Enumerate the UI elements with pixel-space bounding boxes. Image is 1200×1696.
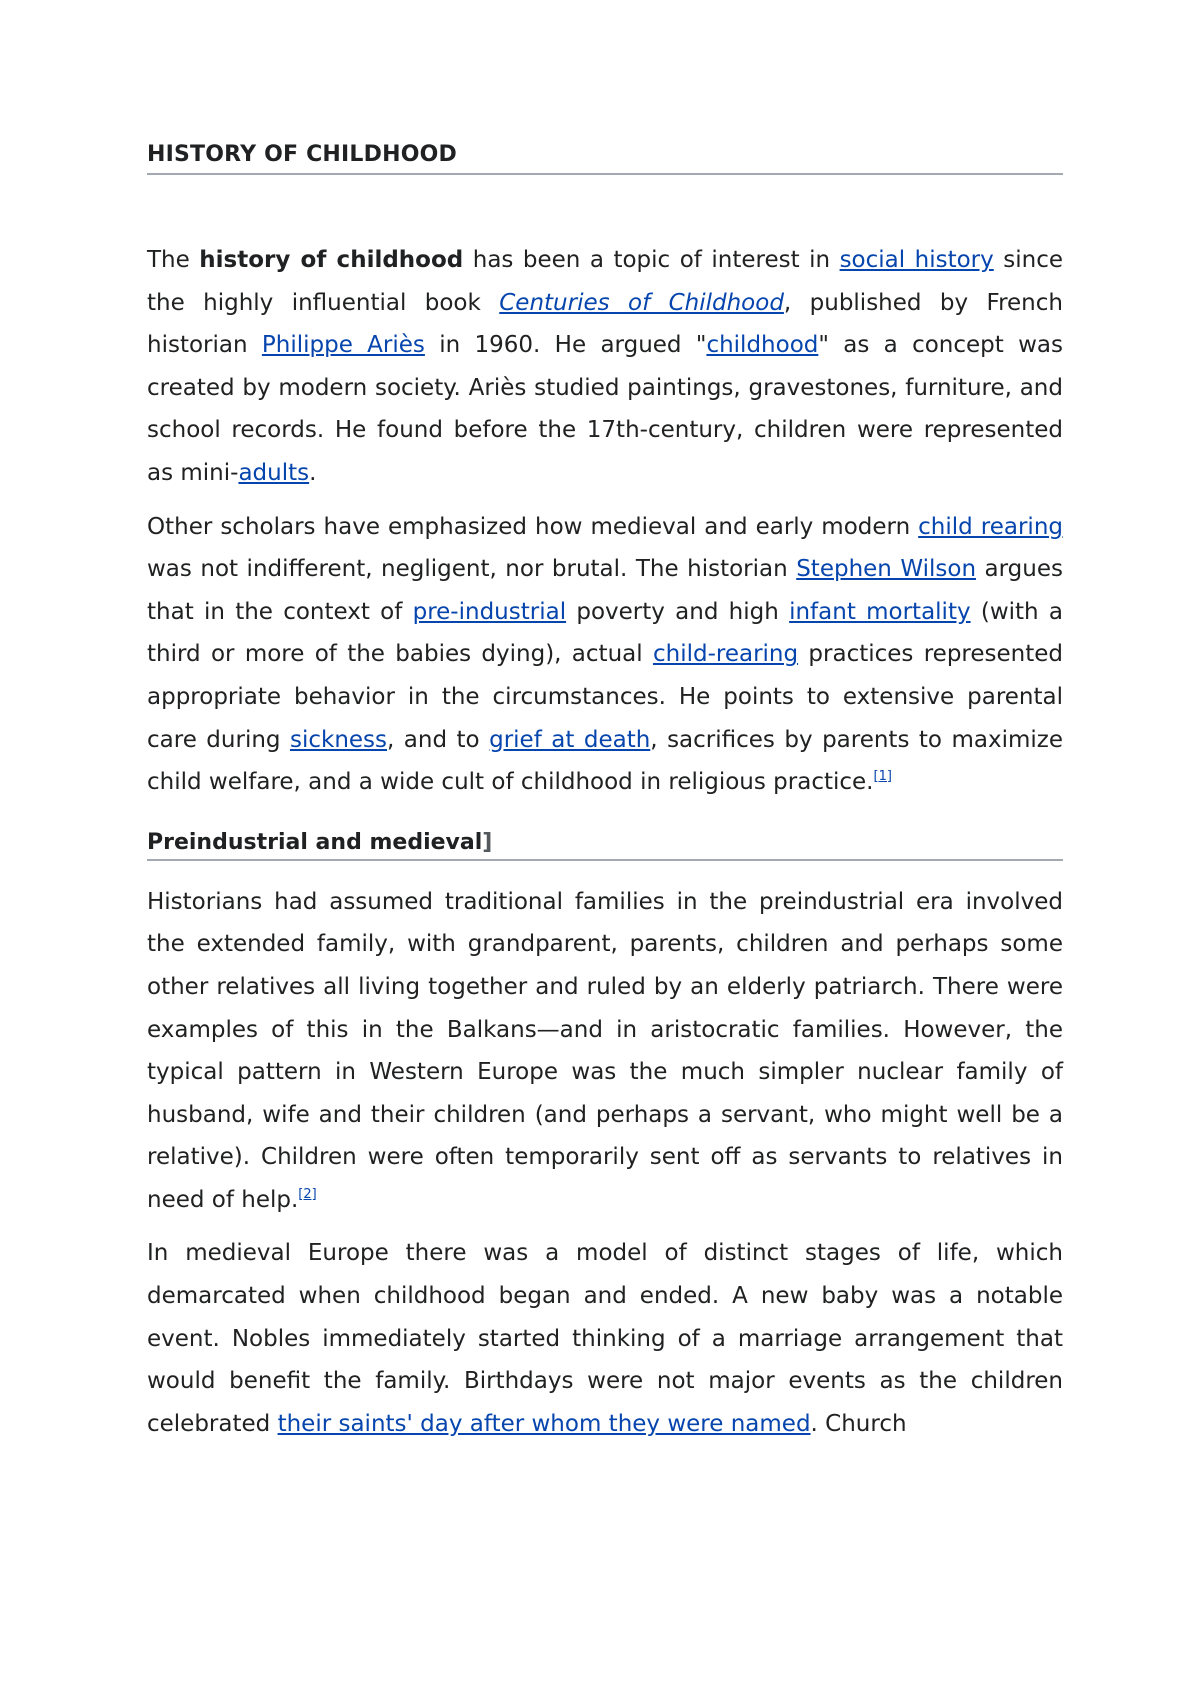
link-childhood[interactable]: childhood [706, 332, 819, 359]
link-adults[interactable]: adults [238, 459, 310, 486]
link-stephen-wilson[interactable]: Stephen Wilson [796, 556, 977, 583]
text: Historians had assumed traditional families in the preindustrial era involved the extended family, with grandparent, parents, children and perhaps some other relatives all living together and ruled by an elderly patriarch. There were examples of this in the Balkans—and in aristocratic families. However, the typical pattern in Western Europe was the much simpler nuclear family of husband, wife and their children (and perhaps a servant, who might well be a relative). Children were often temporarily sent off as servants to relatives in need of help. [147, 888, 1063, 1213]
text: In medieval Europe there was a model of distinct stages of life, which demarcated when childhood began and ended. A new baby was a notable event. Nobles immediately started thinking of a marriage arrangement that would benefit the family. Birthdays were not major events as the children celebrated [147, 1240, 1063, 1437]
citation-2[interactable]: [2] [298, 1186, 317, 1202]
page-title: HISTORY OF CHILDHOOD [147, 142, 1063, 175]
paragraph-intro [147, 239, 1063, 495]
text: (with a third or more of the babies dying), actual [147, 598, 1063, 668]
text: practices represented appropriate behavior in the circumstances. He points to extensive parental care during [147, 641, 1064, 753]
text: " as a concept was created by modern society. Ariès studied paintings, gravestones, furniture, and school records. He found before the 17th-century, children were represented as mini- [147, 332, 1064, 486]
text: Other scholars have emphasized how medieval and early modern [147, 513, 919, 540]
text: has been a topic of interest in [463, 247, 840, 273]
link-philippe-aries[interactable]: Philippe Ariès [261, 332, 425, 359]
text: , sacrifices by parents to maximize child welfare, and a wide cult of childhood in religious practice. [147, 726, 1063, 796]
text: was not indifferent, negligent, nor brutal. The historian [147, 556, 797, 583]
text: in 1960. He argued " [424, 332, 707, 359]
link-infant-mortality[interactable]: infant mortality [789, 598, 971, 625]
link-social-history[interactable]: social history [839, 247, 994, 273]
text: The [147, 247, 200, 273]
text: argues that in the context of [147, 556, 1063, 625]
document-page [147, 142, 1063, 1445]
section-heading-text: Preindustrial and medieval [147, 829, 483, 855]
citation-1[interactable]: [1] [873, 769, 892, 785]
link-grief-at-death[interactable]: grief at death [489, 726, 651, 753]
section-heading-preindustrial [147, 830, 1063, 861]
text: . Church [810, 1410, 907, 1437]
text: , published by French historian [147, 289, 1063, 359]
paragraph-historians [147, 881, 1063, 1222]
link-saints-day[interactable]: their saints' day after whom they were named [277, 1410, 811, 1437]
link-child-rearing-2[interactable]: child-rearing [652, 641, 799, 668]
bold-term: history of childhood [199, 247, 464, 273]
link-pre-industrial[interactable]: pre-industrial [412, 598, 567, 625]
link-sickness[interactable]: sickness [289, 726, 388, 753]
link-centuries-of-childhood[interactable]: Centuries of Childhood [499, 289, 784, 316]
link-child-rearing[interactable]: child rearing [918, 513, 1063, 540]
paragraph-scholars [147, 506, 1063, 804]
text: , and to [387, 726, 490, 753]
section-bracket: ] [482, 829, 493, 855]
text: since the highly influential book [147, 247, 1063, 316]
text: poverty and high [566, 598, 790, 625]
text: . [309, 459, 317, 486]
paragraph-medieval-europe [147, 1232, 1063, 1445]
